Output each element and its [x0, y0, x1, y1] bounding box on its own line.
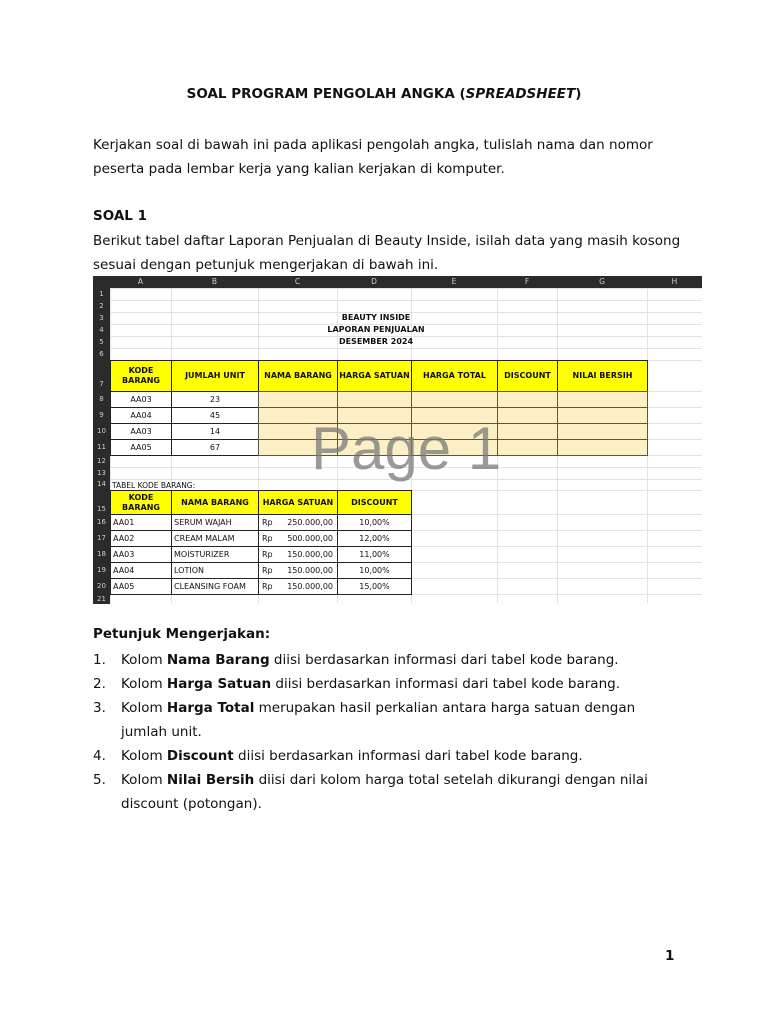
ref-kode-cell: AA04	[110, 562, 172, 579]
instruction-post: diisi berdasarkan informasi dari tabel kode barang.	[271, 676, 620, 692]
ref-harga-cell	[258, 546, 338, 563]
title-prefix: SOAL PROGRAM PENGOLAH ANGKA (	[186, 86, 466, 102]
column-header-E: E	[411, 276, 497, 288]
row-header-9: 9	[93, 407, 110, 423]
instruction-keyword: Nama Barang	[166, 652, 270, 668]
row-header-16: 16	[93, 514, 110, 530]
row-header-6: 6	[93, 348, 110, 360]
ref-kode-cell: AA01	[110, 514, 172, 531]
report-header-cell: HARGA SATUAN	[337, 360, 412, 392]
instruction-pre: Kolom	[121, 676, 167, 692]
report-empty-cell	[337, 391, 412, 408]
page-number: 1	[665, 948, 675, 964]
report-header-cell: DISCOUNT	[497, 360, 558, 392]
row-header-18: 18	[93, 546, 110, 562]
row-header-11: 11	[93, 439, 110, 455]
report-empty-cell	[497, 407, 558, 424]
currency-symbol: Rp	[262, 518, 273, 527]
report-kode-cell: AA04	[110, 407, 172, 424]
report-kode-cell: AA03	[110, 423, 172, 440]
row-header-14: 14	[93, 479, 110, 490]
report-title-line: BEAUTY INSIDE	[341, 313, 411, 322]
ref-header-cell: DISCOUNT	[337, 490, 412, 515]
row-header-15: 15	[93, 490, 110, 514]
instruction-number: 2.	[93, 676, 106, 692]
instruction-pre: Kolom	[121, 700, 167, 716]
ref-harga-cell	[258, 514, 338, 531]
instruction-number: 1.	[93, 652, 106, 668]
report-title-line: LAPORAN PENJUALAN	[327, 325, 425, 334]
ref-nama-cell: LOTION	[171, 562, 259, 579]
currency-symbol: Rp	[262, 566, 273, 575]
ref-discount-cell: 10,00%	[337, 562, 412, 579]
page-watermark: Page 1	[311, 415, 502, 482]
instruction-post: diisi dari kolom harga total setelah dikurangi dengan nilai discount (potongan).	[121, 772, 648, 812]
instruction-number: 5.	[93, 772, 106, 788]
report-empty-cell	[497, 423, 558, 440]
harga-value: 150.000,00	[287, 582, 333, 591]
report-kode-cell: AA05	[110, 439, 172, 456]
column-header-C: C	[258, 276, 337, 288]
ref-nama-cell: SERUM WAJAH	[171, 514, 259, 531]
row-header-4: 4	[93, 324, 110, 336]
column-header-H: H	[647, 276, 702, 288]
instruction-post: diisi berdasarkan informasi dari tabel kode barang.	[233, 748, 583, 764]
ref-discount-cell: 10,00%	[337, 514, 412, 531]
column-header-D: D	[337, 276, 411, 288]
report-empty-cell	[258, 391, 338, 408]
harga-value: 150.000,00	[287, 566, 333, 575]
ref-harga-cell	[258, 562, 338, 579]
instruction-pre: Kolom	[121, 772, 167, 788]
soal-heading: SOAL 1	[93, 208, 147, 224]
report-jumlah-cell: 45	[171, 407, 259, 424]
report-empty-cell	[557, 439, 648, 456]
report-title-line: DESEMBER 2024	[338, 337, 414, 346]
soal-description: Berikut tabel daftar Laporan Penjualan di Beauty Inside, isilah data yang masih kosong sesuai dengan petunjuk mengerjakan di bawah ini.	[93, 233, 681, 273]
report-empty-cell	[557, 391, 648, 408]
ref-header-cell: HARGA SATUAN	[258, 490, 338, 515]
report-header-cell: HARGA TOTAL	[411, 360, 498, 392]
instruction-text	[121, 768, 681, 816]
report-kode-cell: AA03	[110, 391, 172, 408]
row-header-10: 10	[93, 423, 110, 439]
report-empty-cell	[557, 407, 648, 424]
ref-nama-cell: CREAM MALAM	[171, 530, 259, 547]
report-header-cell: NILAI BERSIH	[557, 360, 648, 392]
instruction-post: merupakan hasil perkalian antara harga satuan dengan jumlah unit.	[121, 700, 636, 740]
instruction-text	[121, 648, 681, 672]
row-header-12: 12	[93, 455, 110, 467]
harga-value: 250.000,00	[287, 518, 333, 527]
ref-harga-cell	[258, 578, 338, 595]
intro-paragraph: Kerjakan soal di bawah ini pada aplikasi pengolah angka, tulislah nama dan nomor peserta pada lembar kerja yang kalian kerjakan di komputer.	[93, 137, 653, 177]
row-header-5: 5	[93, 336, 110, 348]
instruction-keyword: Harga Satuan	[166, 676, 272, 692]
harga-value: 150.000,00	[287, 550, 333, 559]
ref-header-cell: NAMA BARANG	[171, 490, 259, 515]
instruction-pre: Kolom	[121, 748, 167, 764]
instruction-text	[121, 672, 681, 696]
report-empty-cell	[411, 391, 498, 408]
report-jumlah-cell: 67	[171, 439, 259, 456]
ref-nama-cell: CLEANSING FOAM	[171, 578, 259, 595]
ref-discount-cell: 11,00%	[337, 546, 412, 563]
instruction-post: diisi berdasarkan informasi dari tabel kode barang.	[269, 652, 619, 668]
ref-table-caption: TABEL KODE BARANG:	[112, 480, 196, 490]
title-suffix: )	[575, 86, 582, 102]
document-title	[0, 86, 768, 102]
ref-header-cell: KODE BARANG	[110, 490, 172, 515]
currency-symbol: Rp	[262, 534, 273, 543]
ref-kode-cell: AA03	[110, 546, 172, 563]
instruction-keyword: Nilai Bersih	[166, 772, 255, 788]
ref-discount-cell: 15,00%	[337, 578, 412, 595]
row-header-3: 3	[93, 312, 110, 324]
column-header-B: B	[171, 276, 258, 288]
ref-nama-cell: MOISTURIZER	[171, 546, 259, 563]
column-header-A: A	[110, 276, 171, 288]
row-header-2: 2	[93, 300, 110, 312]
row-header-21: 21	[93, 594, 110, 604]
ref-kode-cell: AA05	[110, 578, 172, 595]
instruction-text	[121, 744, 681, 768]
row-header-17: 17	[93, 530, 110, 546]
ref-kode-cell: AA02	[110, 530, 172, 547]
report-empty-cell	[497, 439, 558, 456]
gridline	[110, 288, 702, 289]
row-header-1: 1	[93, 288, 110, 300]
instruction-pre: Kolom	[121, 652, 167, 668]
row-header-13: 13	[93, 467, 110, 479]
petunjuk-heading: Petunjuk Mengerjakan:	[93, 626, 271, 642]
ref-harga-cell	[258, 530, 338, 547]
report-header-cell: JUMLAH UNIT	[171, 360, 259, 392]
report-header-cell: NAMA BARANG	[258, 360, 338, 392]
instruction-keyword: Discount	[166, 748, 234, 764]
row-header-20: 20	[93, 578, 110, 594]
currency-symbol: Rp	[262, 550, 273, 559]
gridline	[110, 300, 702, 301]
instruction-number: 4.	[93, 748, 106, 764]
report-empty-cell	[557, 423, 648, 440]
ref-discount-cell: 12,00%	[337, 530, 412, 547]
spreadsheet-image	[93, 276, 702, 603]
column-header-G: G	[557, 276, 647, 288]
title-italic: SPREADSHEET	[465, 86, 576, 102]
instruction-number: 3.	[93, 700, 106, 716]
row-header-19: 19	[93, 562, 110, 578]
report-empty-cell	[497, 391, 558, 408]
report-jumlah-cell: 14	[171, 423, 259, 440]
report-jumlah-cell: 23	[171, 391, 259, 408]
instruction-text	[121, 696, 681, 744]
report-header-cell: KODE BARANG	[110, 360, 172, 392]
row-header-7: 7	[93, 360, 110, 391]
column-header-F: F	[497, 276, 557, 288]
row-header-8: 8	[93, 391, 110, 407]
instruction-list	[93, 648, 693, 828]
sheet-corner	[93, 276, 110, 288]
instruction-keyword: Harga Total	[166, 700, 255, 716]
currency-symbol: Rp	[262, 582, 273, 591]
harga-value: 500.000,00	[287, 534, 333, 543]
